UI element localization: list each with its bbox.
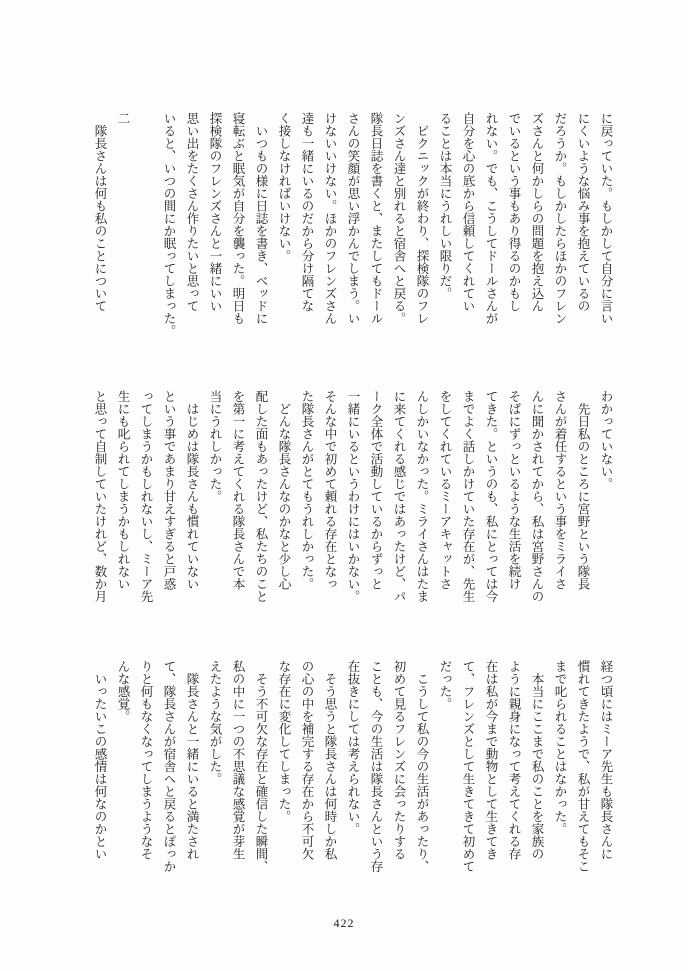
text-line: 初めて見るフレンズに会ったりする	[392, 660, 406, 860]
text-line: んな感覚。	[116, 660, 130, 723]
text-row-middle	[87, 390, 617, 622]
text-line: 当にうれしかった。	[208, 390, 222, 503]
text-line: ってしまうかもしれないし、ミーア先	[139, 390, 153, 603]
text-line: ピクニックが終わり、探検隊のフレ	[415, 112, 429, 325]
text-line: ように親身になって考えてくれる存	[507, 660, 521, 860]
text-line: て、隊長さんが宿舎へと戻るとぽっか	[162, 660, 176, 873]
page-number: 422	[333, 916, 355, 930]
text-line: に戻っていた。もしかして自分に言い	[599, 112, 613, 325]
text-line: さんが着任するという事をミライさ	[553, 390, 567, 590]
text-line: 隊長さんと一緒にいると満たされ	[185, 660, 199, 860]
text-line: にくいような悩み事を抱えているの	[576, 112, 590, 312]
blank-line	[134, 112, 157, 344]
text-line: そう思うと隊長さんは何時しか私	[323, 660, 337, 860]
text-line: こうして私の今の生活があったり、	[415, 660, 429, 873]
section-heading: 二	[116, 112, 130, 125]
text-line: だった。	[438, 660, 452, 710]
text-line: 探検隊のフレンズさんと一緒にいい	[208, 112, 222, 312]
text-line: けないいけない。ほかのフレンズさん	[323, 112, 337, 325]
text-line: いったいこの感情は何なのかとい	[93, 660, 107, 860]
text-line: て、フレンズとして生きてきて初めて	[461, 660, 475, 873]
text-line: 私の中に一つの不思議な感覚が芽生	[231, 660, 245, 860]
text-line: 慣れてきたようで、私が甘えてもそこ	[576, 660, 590, 873]
text-line: 在抜きにしては考えられない。	[346, 660, 360, 835]
text-line: 経つ頃にはミーア先生も隊長さんに	[599, 660, 613, 860]
text-line: えたような気がした。	[208, 660, 222, 785]
text-line: でいるという事もあり得るのかもし	[507, 112, 521, 312]
text-line: そんな中で初めて頼れる存在となっ	[323, 390, 337, 590]
text-line: 隊長日誌を書くと、またしてもドール	[369, 112, 383, 325]
text-line: ーク全体で活動しているからずっと	[369, 390, 383, 590]
text-line: 本当にここまで私のことを家族の	[530, 660, 544, 860]
text-row-bottom	[87, 660, 617, 892]
text-line: さんの笑顔が思い浮かんでしまう。い	[346, 112, 360, 325]
text-line: わかっていない。	[599, 390, 613, 490]
text-line: いると、いつの間にか眠ってしまった。	[162, 112, 176, 337]
text-line: を第一に考えてくれる隊長さんで本	[231, 390, 245, 590]
text-line: な存在に変化してしまった。	[277, 660, 291, 823]
text-line: 先日私のところに宮野という隊長	[576, 390, 590, 590]
text-line: 一緒にいるというわけにはいかない。	[346, 390, 360, 603]
text-line: ことも、今の生活は隊長さんという存	[369, 660, 383, 873]
text-line: どんな隊長さんなのかなと少し心	[277, 390, 291, 590]
text-line: く接しなければいけない。	[277, 112, 291, 262]
text-line: 自分を心の底から信頼してくれてい	[461, 112, 475, 312]
text-line: てきた。というのも、私にとっては今	[484, 390, 498, 603]
text-line: ズさんと何かしらの問題を抱え込ん	[530, 112, 544, 312]
text-row-top	[87, 112, 617, 344]
text-line: ンズさん達と別れると宿舎へと戻る。	[392, 112, 406, 325]
text-line: はじめは隊長さんも慣れていない	[185, 390, 199, 590]
text-line: りと何もなくなってしまうようなそ	[139, 660, 153, 860]
text-line: の心の中を補完する存在から不可欠	[300, 660, 314, 860]
text-line: をしてくれているミーアキャットさ	[438, 390, 452, 590]
text-line: と思って自制していたけれど、数か月	[93, 390, 107, 603]
text-line: そう不可欠な存在と確信した瞬間、	[254, 660, 268, 873]
text-line: そばにずっといるような生活を続け	[507, 390, 521, 590]
text-line: んしかいなかった。ミライさんはたま	[415, 390, 429, 603]
text-line: 達も一緒にいるのだから分け隔てな	[300, 112, 314, 312]
text-line: た隊長さんがとてもうれしかった。	[300, 390, 314, 590]
text-line: いつもの様に日誌を書き、ベッドに	[254, 112, 268, 325]
text-line: 在は私が今まで動物として生きてき	[484, 660, 498, 860]
text-line: だろうか。もしかしたらほかのフレン	[553, 112, 567, 325]
text-line: んに聞かされてから、私は宮野さんの	[530, 390, 544, 603]
text-line: という事であまり甘えすぎると戸惑	[162, 390, 176, 590]
text-line: まで叱られることはなかった。	[553, 660, 567, 835]
text-line: に来てくれる感じではあったけど、パ	[392, 390, 406, 603]
text-line: 思い出をたくさん作りたいと思って	[185, 112, 199, 312]
text-line: までよく話しかけていた存在が、先生	[461, 390, 475, 603]
text-line: れない。でも、こうしてドールさんが	[484, 112, 498, 325]
text-line: 隊長さんは何も私のことについて	[93, 112, 107, 312]
text-line: ることは本当にうれしい限りだ。	[438, 112, 452, 300]
text-line: 配した面もあったけど、私たちのこと	[254, 390, 268, 603]
text-line: 寝転ぶと眠気が自分を襲った。明日も	[231, 112, 245, 325]
text-line: 生にも叱られてしまうかもしれない	[116, 390, 130, 590]
